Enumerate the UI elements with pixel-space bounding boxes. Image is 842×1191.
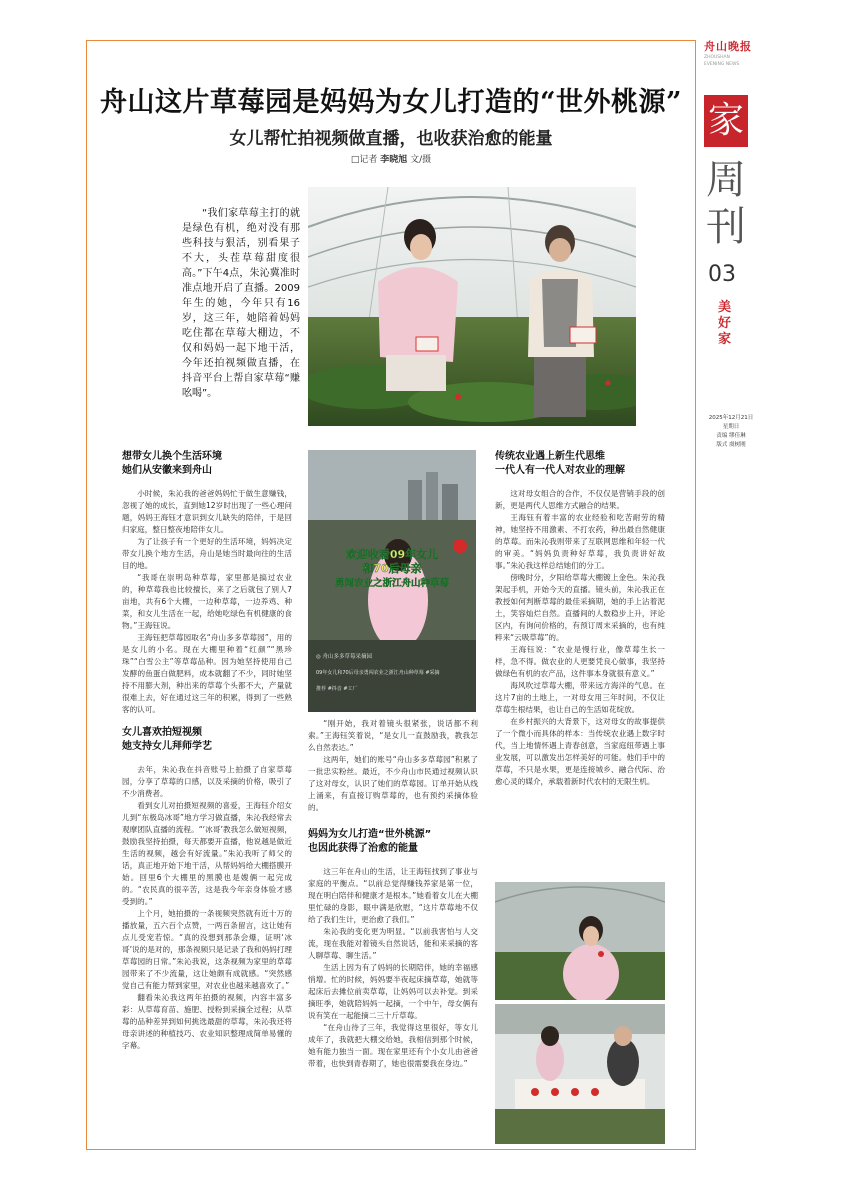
stall-photo [495,1004,665,1144]
lead-paragraph: “我们家草莓主打的就是绿色有机，绝对没有那些科技与狠活，别看果子不大，头茬草莓甜度很高。”下午4点，朱沁冀准时准点地开启了直播。2009年生的她，今年只有16岁，这三年，她陪着妈妈吃住都在草莓大棚边，不仅和妈妈一起下地干活，今年还拍视频做直播，在抖音平台上帮自家草莓“赚吆喝”。 [182,208,300,399]
page-number: 03 [708,262,736,287]
section-1-paragraph: 小时候，朱沁我的爸爸妈妈忙于做生意赚钱，忽视了她的成长，直到她12岁时出现了一些心理问题，妈妈王海钰才意识到女儿缺失的陪伴，于是回归家庭，整日整夜地陪伴女儿。 [122,489,292,534]
issue-weekday: 星期日 [722,424,740,430]
section-3-paragraph: “在舟山待了三年，我觉得这里很好，等女儿成年了，我就把大棚交给她，我相信到那个时候，她有能力独当一面。现在家里还有个小女儿由爸爸带着，也快到青春期了，她也很需要我在身边。” [308,1023,478,1068]
headline: 舟山这片草莓园是妈妈为女儿打造的“世外桃源” [99,87,683,118]
column-3 [495,450,665,788]
section-2-paragraph: 上个月，她拍摄的一条视频突然就有近十万的播放量，五六百个点赞，一两百条留言，这让她有点儿受宠若惊。“真的没想到那条会爆，证明‘冰哥’说的是对的，那条视频只是记录了我和妈妈打理草莓园的日常。”朱沁我说，这条视频为家里的草莓园带来了不少流量，这让她颇有成就感。“突然感觉自己有能力帮到家里，对农业也越来越喜欢了。” [122,909,292,990]
section-1-paragraph: 王海钰把草莓园取名“舟山多多草莓园”，用的是女儿的小名。现在大棚里种着“红颜”“黑珍珠”“白雪公主”等草莓品种。因为她坚持使用自己发酵的鱼蛋白做肥料，成本就翻了不少，同时她坚持不用膨大剂，种出来的草莓个头都不大，产量就很难上去，好在通过这三年的积累，得到了一些熟客的认可。 [122,633,292,714]
section-4-paragraph: 王海钰说：“农业是慢行业，像草莓生长一样，急不得。做农业的人更要凭良心做事，我坚持做绿色有机的农产品，这件事本身就很有意义。” [495,645,665,678]
designer-credit: 版式 虞树刚 [716,442,746,448]
section-jia: 家 [704,95,748,147]
video-tabs: 推荐 #抖音 #工厂 [316,686,358,692]
section-1-paragraph: 为了让孩子有一个更好的生活环境，妈妈决定带女儿换个地方生活，舟山是她当时最向往的生活目的地。 [122,537,292,570]
section-3-paragraph: 朱沁我的变化更为明显。“以前我害怕与人交流，现在我能对着镜头自然说话，能和来采摘的客人聊草莓、聊生活。” [308,927,478,960]
byline-suffix: 文/摄 [410,155,432,165]
video-banner-2: 和70后母亲 [362,562,422,575]
livestream-photo [495,882,665,1000]
section-2-paragraph: 去年，朱沁我在抖音账号上拍摄了自家草莓园，分享了草莓的口感，以及采摘的价格，吸引了不少消费者。 [122,765,292,798]
video-screenshot-photo [308,450,476,712]
video-location: ◎ 舟山多多草莓采摘园 [316,654,373,660]
video-banner-1: 欢迎收看09年女儿 [345,548,439,561]
greenhouse-photo [308,187,636,426]
byline-prefix: □记者 [350,155,378,165]
column-2 [308,718,478,1070]
subheadline: 女儿帮忙拍视频做直播，也收获治愈的能量 [229,129,553,149]
paper-name-en-2: EVENING NEWS [704,62,740,67]
section-1-title: 想带女儿换个生活环境 她们从安徽来到舟山 [122,451,222,476]
byline-name: 李晓旭 [380,155,408,165]
section-4-title: 传统农业遇上新生代思维 一代人有一代人对农业的理解 [495,451,625,476]
section-3-paragraph: 生活上因为有了妈妈的长期陪伴，她的幸福感悄增。忙的时候，妈妈要半夜起床摘草莓，她就等起床后去摊位前卖草莓，让妈妈可以去补觉。到采摘旺季，她就陪妈妈一起摘，一个中午，母女俩有说有笑在一起能摘二三十斤草莓。 [308,963,478,1020]
byline [90,152,692,165]
section-3-title: 妈妈为女儿打造“世外桃源” 也因此获得了治愈的能量 [308,829,432,854]
column-name: 美好家 [718,300,732,347]
section-3-paragraph: 这三年在舟山的生活，让王海钰找到了事业与家庭的平衡点。“以前总觉得赚钱养家是第一位，现在明白陪伴和健康才是根本。”她看着女儿在大棚里忙碌的身影，眼中满是欣慰，“这片草莓地不仅给了我们生计，更治愈了我们。” [308,867,478,924]
section-kan: 刊 [706,204,746,250]
section-4-paragraph: 这对母女组合的合作，不仅仅是营销手段的创新，更是两代人思维方式融合的结果。 [495,489,665,510]
date-block [704,414,758,450]
column-1 [122,450,292,1052]
section-zhou: 周 [706,157,746,203]
section-4-paragraph: 在乡村振兴的大背景下，这对母女的故事提供了一个微小而具体的样本：当传统农业遇上数字时代，当上地情怀遇上青春创意，当家庭纽带遇上事业发展，可以激发出怎样美好的可能。他们手中的草莓，不只是水果，更是连接城乡、融合代际、治愈心灵的媒介，承载着新时代农村的无限生机。 [495,717,665,786]
paper-name-en-1: ZHOUSHAN [704,55,730,60]
section-2-paragraph: 这两年，她们的账号“舟山多多草莓园”积累了一批忠实粉丝。最近，不少舟山市民通过视频认识了这对母女，认识了她们的草莓园。订单开始从线上涌来，有直接订购草莓的，也有预约采摘体验的。 [308,755,478,812]
section-4-paragraph: 王海钰有着丰富的农业经验和吃苦耐劳的精神，她坚持不用激素、不打农药，种出最自然健康的草莓。而朱沁我则带来了互联网思维和年轻一代的审美。“妈妈负责种好草莓，我负责讲好故事。”朱沁我这样总结她们的分工。 [495,513,665,570]
section-2-paragraph: “刚开始，我对着镜头很紧张，说话都不利索。”王海钰笑着说，“是女儿一直鼓励我，教我怎么自然表达。” [308,719,478,752]
video-caption: 09年女儿和70后母亲勇闯农业之浙江舟山种草莓 #采摘 [316,670,440,676]
video-banner-3: 勇闯农业之浙江舟山种草莓 [334,578,450,589]
section-2-paragraph: 看到女儿对拍摄短视频的喜爱，王海钰介绍女儿到“东极岛冰哥”地方学习做直播，朱沁我经常去观摩团队直播的流程。“‘冰哥’教我怎么做短视频，鼓励我坚持拍摄，每天都要开直播，他说越是做近生活的视频，越会有好流量。”朱沁我听了师父的话，真正地开始下地干活，从帮妈妈给大棚搭膜开始。回里6个大棚里的黑膜也是嫂俩一起完成的。“农民真的很辛苦，这是我今年亲身体验才感受到的。” [122,801,292,906]
section-4-paragraph: 傍晚时分，夕阳给草莓大棚镀上金色。朱沁我架起手机，开始今天的直播。镜头前，朱沁我正在教授如何判断草莓的最佳采摘期，她的手上沾着泥土，笑容灿烂自然。直播间的人数稳步上升，评论区内，有询问价格的，有预订周末采摘的，也有纯粹来“云吸草莓”的。 [495,573,665,642]
paper-name: 舟山晚报 [704,40,752,53]
section-2-paragraph: 翻看朱沁我这两年拍摄的视频，内容丰富多彩：从草莓育苗、施肥、授粉到采摘全过程；从草莓的品种差异到如何挑选最甜的草莓，朱沁我还将母亲讲述的种植技巧、农业知识整理成简单易懂的字幕。 [122,993,292,1050]
section-2-title: 女儿喜欢拍短视频 她支持女儿拜师学艺 [122,727,212,752]
section-1-paragraph: “我哥在崇明岛种草莓，家里都是搞过农业的，种草莓我也比较擅长，来了之后就包了别人7亩地，共有6个大棚，一边种草莓，一边养鸡、种菜，和女儿生活在一起，给她吃绿色有机健康的食物。”王海钰说。 [122,573,292,630]
section-4-paragraph: 海风吹过草莓大棚，带来远方海洋的气息。在这片7亩的土地上，一对母女用三年时间，不仅让草莓生根结果，也让自己的生活如花绽放。 [495,681,665,714]
masthead [704,38,764,68]
editor-credit: 责编 缪佳琳 [716,433,746,439]
issue-date: 2025年12月21日 [708,415,754,421]
